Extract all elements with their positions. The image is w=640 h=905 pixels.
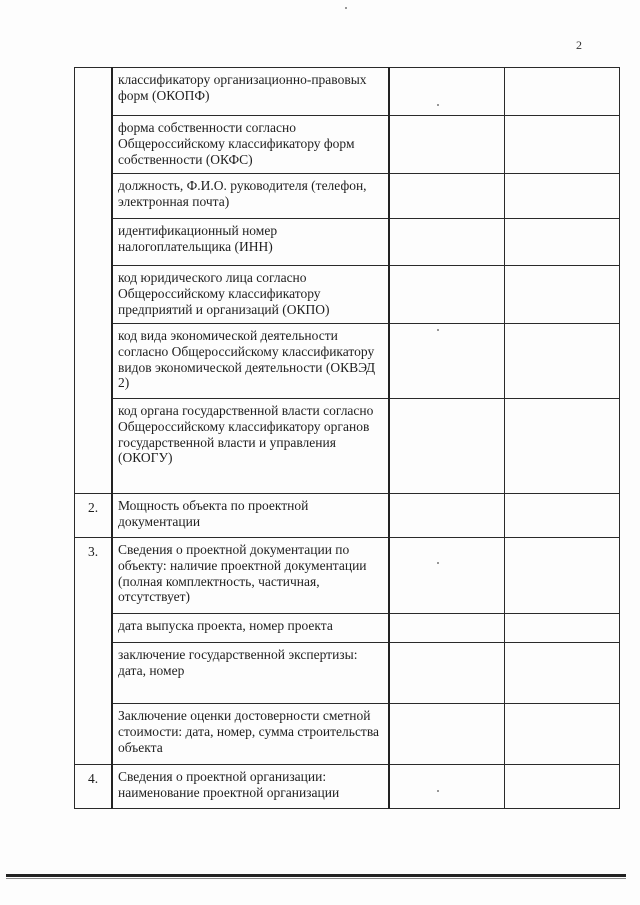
- scan-edge-line: [6, 874, 626, 877]
- value-cell[interactable]: [505, 219, 620, 266]
- scan-edge-line: [6, 878, 626, 879]
- table-row: [75, 68, 620, 116]
- value-cell[interactable]: [389, 643, 505, 704]
- row-number: [75, 174, 113, 219]
- value-cell[interactable]: [505, 174, 620, 219]
- row-number: [75, 266, 113, 324]
- row-number: [75, 704, 113, 765]
- row-number: [75, 324, 113, 399]
- row-label: Мощность объекта по проектной документации: [112, 494, 389, 538]
- row-label: классификатору организационно-правовых форм (ОКОПФ): [112, 68, 389, 116]
- table-row: [75, 324, 620, 399]
- table-row: [75, 399, 620, 494]
- table-row: [75, 116, 620, 174]
- value-cell[interactable]: [389, 765, 505, 809]
- value-cell[interactable]: [389, 614, 505, 643]
- row-number: [75, 399, 113, 494]
- value-cell[interactable]: [505, 399, 620, 494]
- value-cell[interactable]: [389, 174, 505, 219]
- value-cell[interactable]: [389, 704, 505, 765]
- value-cell[interactable]: [505, 643, 620, 704]
- row-label: Сведения о проектной документации по объекту: наличие проектной документации (полная комплектность, частичная, отсутствует): [112, 538, 389, 614]
- page-number: 2: [576, 38, 582, 52]
- row-label: код органа государственной власти согласно Общероссийскому классификатору органов государственной власти и управления (ОКОГУ): [112, 399, 389, 494]
- value-cell[interactable]: [389, 266, 505, 324]
- table-row: [75, 704, 620, 765]
- row-number: [75, 643, 113, 704]
- row-label: код вида экономической деятельности согласно Общероссийскому классификатору видов экономической деятельности (ОКВЭД 2): [112, 324, 389, 399]
- row-label: код юридического лица согласно Общероссийскому классификатору предприятий и организаций (ОКПО): [112, 266, 389, 324]
- row-label: форма собственности согласно Общероссийскому классификатору форм собственности (ОКФС): [112, 116, 389, 174]
- row-number: [75, 68, 113, 116]
- value-cell[interactable]: [389, 219, 505, 266]
- scan-speck: [345, 7, 347, 9]
- row-label: дата выпуска проекта, номер проекта: [112, 614, 389, 643]
- value-cell[interactable]: [505, 704, 620, 765]
- value-cell[interactable]: [505, 494, 620, 538]
- row-label: заключение государственной экспертизы: дата, номер: [112, 643, 389, 704]
- row-label: Сведения о проектной организации: наименование проектной организации: [112, 765, 389, 809]
- value-cell[interactable]: [389, 399, 505, 494]
- value-cell[interactable]: [505, 266, 620, 324]
- table-row: [75, 765, 620, 809]
- value-cell[interactable]: [389, 116, 505, 174]
- value-cell[interactable]: [389, 538, 505, 614]
- table-row: [75, 494, 620, 538]
- table-row: [75, 266, 620, 324]
- row-number: [75, 219, 113, 266]
- row-number: 2.: [75, 494, 113, 538]
- value-cell[interactable]: [505, 538, 620, 614]
- row-number: [75, 614, 113, 643]
- row-label: должность, Ф.И.О. руководителя (телефон, электронная почта): [112, 174, 389, 219]
- row-number: [75, 116, 113, 174]
- value-cell[interactable]: [505, 324, 620, 399]
- value-cell[interactable]: [505, 614, 620, 643]
- value-cell[interactable]: [389, 494, 505, 538]
- table-row: [75, 219, 620, 266]
- value-cell[interactable]: [505, 765, 620, 809]
- form-table: [74, 67, 620, 809]
- table-row: [75, 174, 620, 219]
- value-cell[interactable]: [389, 324, 505, 399]
- value-cell[interactable]: [505, 116, 620, 174]
- value-cell[interactable]: [389, 68, 505, 116]
- row-label: идентификационный номер налогоплательщика (ИНН): [112, 219, 389, 266]
- table-row: [75, 643, 620, 704]
- table-row: [75, 614, 620, 643]
- row-number: 4.: [75, 765, 113, 809]
- row-number: 3.: [75, 538, 113, 614]
- table-row: [75, 538, 620, 614]
- row-label: Заключение оценки достоверности сметной стоимости: дата, номер, сумма строительства объекта: [112, 704, 389, 765]
- value-cell[interactable]: [505, 68, 620, 116]
